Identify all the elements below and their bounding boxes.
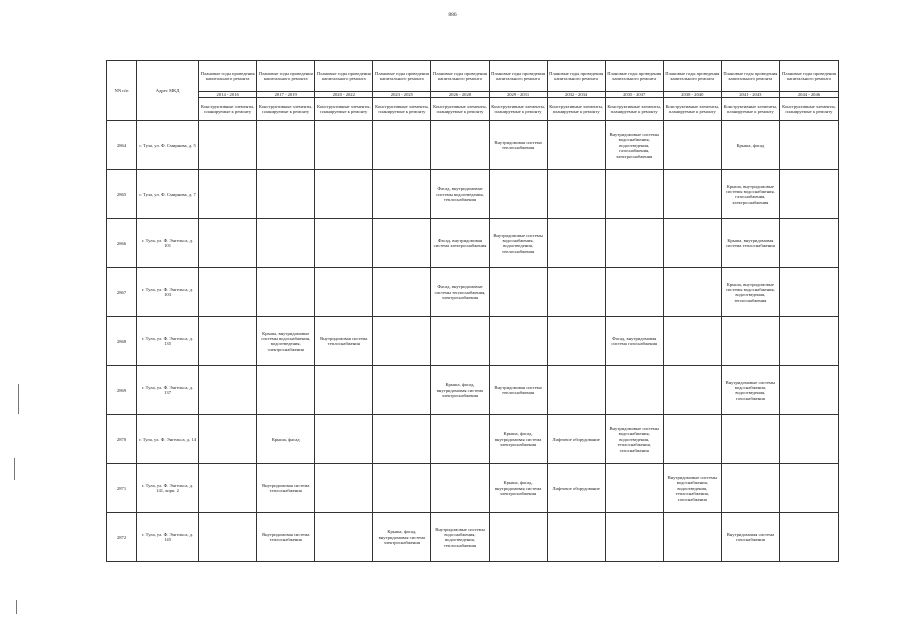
plan-years-header: Плановые годы проведения капитального ремонта [605,61,663,92]
repair-cell: Фасад, внутридомовая система электроснабжения [431,219,489,268]
repair-cell: Внутридомовая система теплоснабжения [257,464,315,513]
table-row [107,121,839,170]
repair-cell [431,415,489,464]
row-address: г. Тула, ул. Ф. Энгельса, д. 137 [137,366,199,415]
repair-cell [373,268,431,317]
repair-cell: Крыша, внутридомовые системы водоснабжения, водоотведения, теплоснабжения [721,268,779,317]
table-row [107,513,839,562]
row-number: 2865 [107,170,137,219]
period-header: 2032 - 2034 [547,92,605,98]
row-address: г. Тула, ул. Ф. Энгельса, д. 141, корп. 2 [137,464,199,513]
repair-cell [315,513,373,562]
repair-cell [605,170,663,219]
period-header: 2014 - 2016 [199,92,257,98]
table-row [107,464,839,513]
repair-cell: Внутридомовые системы водоснабжения, водоотведения, теплоснабжения [489,219,547,268]
repair-cell: Внутридомовые системы водоснабжения, водоотведения, газоснабжения [721,366,779,415]
repair-cell: Внутридомовая система теплоснабжения [315,317,373,366]
row-address: г. Тула, ул. Ф. Смирнова, д. 5 [137,121,199,170]
elements-header: Конструктивные элементы, планируемые к ремонту [431,98,489,121]
repair-cell [547,366,605,415]
row-number: 2870 [107,415,137,464]
repair-cell [199,464,257,513]
repair-cell [663,366,721,415]
repair-cell: Крыша, фасад, внутридомовая система электроснабжения [489,464,547,513]
repair-cell: Внутридомовая система газоснабжения [721,513,779,562]
repair-cell [605,513,663,562]
repair-cell [779,219,838,268]
repair-cell [199,268,257,317]
repair-cell [315,121,373,170]
row-number: 2871 [107,464,137,513]
period-header: 2020 - 2022 [315,92,373,98]
table-row [107,268,839,317]
repair-cell [315,170,373,219]
plan-years-header: Плановые годы проведения капитального ремонта [721,61,779,92]
plan-years-header: Плановые годы проведения капитального ремонта [257,61,315,92]
repair-cell [663,317,721,366]
elements-header: Конструктивные элементы, планируемые к ремонту [199,98,257,121]
repair-cell [605,268,663,317]
scan-mark [16,600,17,614]
period-header: 2044 - 2046 [779,92,838,98]
repair-cell [315,268,373,317]
address-header: Адрес МКД [137,61,199,121]
table-row [107,317,839,366]
scan-mark [18,384,19,414]
repair-cell [373,317,431,366]
row-number: 2872 [107,513,137,562]
repair-cell [779,415,838,464]
table-row [107,366,839,415]
repair-cell: Фасад, внутридомовые системы водоотведения, теплоснабжения [431,170,489,219]
repair-cell: Внутридомовые системы водоснабжения, водоотведения, теплоснабжения, газоснабжения [605,415,663,464]
elements-header: Конструктивные элементы, планируемые к ремонту [605,98,663,121]
repair-cell [431,317,489,366]
repair-cell [257,121,315,170]
repair-cell [663,513,721,562]
period-header: 2023 - 2025 [373,92,431,98]
repair-cell [257,170,315,219]
repair-cell: Лифтовое оборудование [547,415,605,464]
repair-cell [315,366,373,415]
repair-cell [721,464,779,513]
repair-cell [257,219,315,268]
repair-cell [373,170,431,219]
repair-cell [547,219,605,268]
repair-cell [315,415,373,464]
repair-cell: Крыша, фасад [257,415,315,464]
elements-header: Конструктивные элементы, планируемые к ремонту [663,98,721,121]
repair-cell [721,317,779,366]
repair-cell [199,513,257,562]
repair-cell [663,219,721,268]
period-header: 2038 - 2040 [663,92,721,98]
nn-header: NN п/п [107,61,137,121]
repair-cell [199,366,257,415]
repair-cell [663,415,721,464]
repair-cell: Внутридомовая система теплоснабжения [257,513,315,562]
row-number: 2866 [107,219,137,268]
repair-cell: Крыша, фасад, внутридомовая система электроснабжения [489,415,547,464]
repair-cell: Внутридомовая система теплоснабжения [489,121,547,170]
plan-years-header: Плановые годы проведения капитального ремонта [779,61,838,92]
elements-header: Конструктивные элементы, планируемые к ремонту [547,98,605,121]
period-header: 2017 - 2019 [257,92,315,98]
table-row [107,415,839,464]
period-header: 2026 - 2028 [431,92,489,98]
period-header: 2035 - 2037 [605,92,663,98]
repair-cell: Крыша, внутридомовые системы водоснабжения, газоснабжения, электроснабжения [721,170,779,219]
repair-cell [663,121,721,170]
row-address: г. Тула, ул. Ф. Энгельса, д. 103 [137,268,199,317]
repair-cell [257,366,315,415]
repair-cell [373,219,431,268]
repair-cell: Фасад, внутридомовая система газоснабжения [605,317,663,366]
elements-header: Конструктивные элементы, планируемые к ремонту [779,98,838,121]
repair-cell [779,170,838,219]
repair-cell [315,464,373,513]
row-address: г. Тула, ул. Ф. Энгельса, д. 14 [137,415,199,464]
row-address: г. Тула, ул. Ф. Энгельса, д. 101 [137,219,199,268]
repair-cell: Внутридомовые системы водоснабжения, водоотведения, теплоснабжения [431,513,489,562]
table-row [107,170,839,219]
repair-cell: Крыша, фасад, внутридомовая система электроснабжения [373,513,431,562]
repair-cell [315,219,373,268]
repair-cell [489,268,547,317]
repair-cell [547,513,605,562]
plan-years-header: Плановые годы проведения капитального ремонта [373,61,431,92]
repair-cell [779,513,838,562]
plan-years-header: Плановые годы проведения капитального ремонта [431,61,489,92]
elements-header: Конструктивные элементы, планируемые к ремонту [373,98,431,121]
repair-cell: Внутридомовая система теплоснабжения [489,366,547,415]
row-address: г. Тула, ул. Ф. Энгельса, д. 145 [137,513,199,562]
repair-cell [547,268,605,317]
plan-years-header: Плановые годы проведения капитального ремонта [663,61,721,92]
plan-years-header: Плановые годы проведения капитального ремонта [489,61,547,92]
repair-cell [199,415,257,464]
repair-cell [605,366,663,415]
period-header: 2029 - 2031 [489,92,547,98]
repair-cell [431,121,489,170]
repair-cell [373,464,431,513]
row-number: 2864 [107,121,137,170]
row-address: г. Тула, ул. Ф. Смирнова, д. 7 [137,170,199,219]
repair-cell: Крыша, внутридомовая система теплоснабжения [721,219,779,268]
repair-cell [489,170,547,219]
table-row [107,219,839,268]
repair-cell [257,268,315,317]
repair-cell: Крыша, внутридомовые системы водоснабжения, водоотведения, электроснабжения [257,317,315,366]
capital-repair-table [106,60,839,562]
elements-header: Конструктивные элементы, планируемые к ремонту [489,98,547,121]
repair-cell [489,317,547,366]
plan-years-header: Плановые годы проведения капитального ремонта [199,61,257,92]
repair-cell [199,121,257,170]
scan-mark [14,458,15,480]
repair-cell [663,268,721,317]
repair-cell [373,121,431,170]
repair-cell [779,317,838,366]
repair-cell [199,170,257,219]
repair-cell: Внутридомовые системы водоснабжения, водоотведения, газоснабжения, электроснабжения [605,121,663,170]
repair-cell [373,415,431,464]
elements-header: Конструктивные элементы, планируемые к ремонту [721,98,779,121]
repair-cell: Внутридомовые системы водоснабжения, водоотведения, теплоснабжения, газоснабжения [663,464,721,513]
repair-cell [779,464,838,513]
repair-cell [779,268,838,317]
row-number: 2868 [107,317,137,366]
repair-cell [199,317,257,366]
repair-cell: Фасад, внутридомовые системы теплоснабжения, электроснабжения [431,268,489,317]
repair-cell [547,317,605,366]
repair-cell [779,366,838,415]
repair-cell: Крыша, фасад, внутридомовая система электроснабжения [431,366,489,415]
repair-cell [199,219,257,268]
repair-cell [779,121,838,170]
repair-cell [721,415,779,464]
plan-years-header: Плановые годы проведения капитального ремонта [315,61,373,92]
elements-header: Конструктивные элементы, планируемые к ремонту [257,98,315,121]
period-header: 2041 - 2043 [721,92,779,98]
row-number: 2869 [107,366,137,415]
page-number: 886 [448,12,457,18]
row-number: 2867 [107,268,137,317]
repair-cell [547,121,605,170]
repair-cell [605,219,663,268]
repair-cell [605,464,663,513]
repair-cell [373,366,431,415]
repair-cell [547,170,605,219]
row-address: г. Тула, ул. Ф. Энгельса, д. 135 [137,317,199,366]
repair-cell [663,170,721,219]
plan-years-header: Плановые годы проведения капитального ремонта [547,61,605,92]
repair-cell: Лифтовое оборудование [547,464,605,513]
repair-cell: Крыша, фасад [721,121,779,170]
repair-cell [489,513,547,562]
elements-header: Конструктивные элементы, планируемые к ремонту [315,98,373,121]
repair-cell [431,464,489,513]
